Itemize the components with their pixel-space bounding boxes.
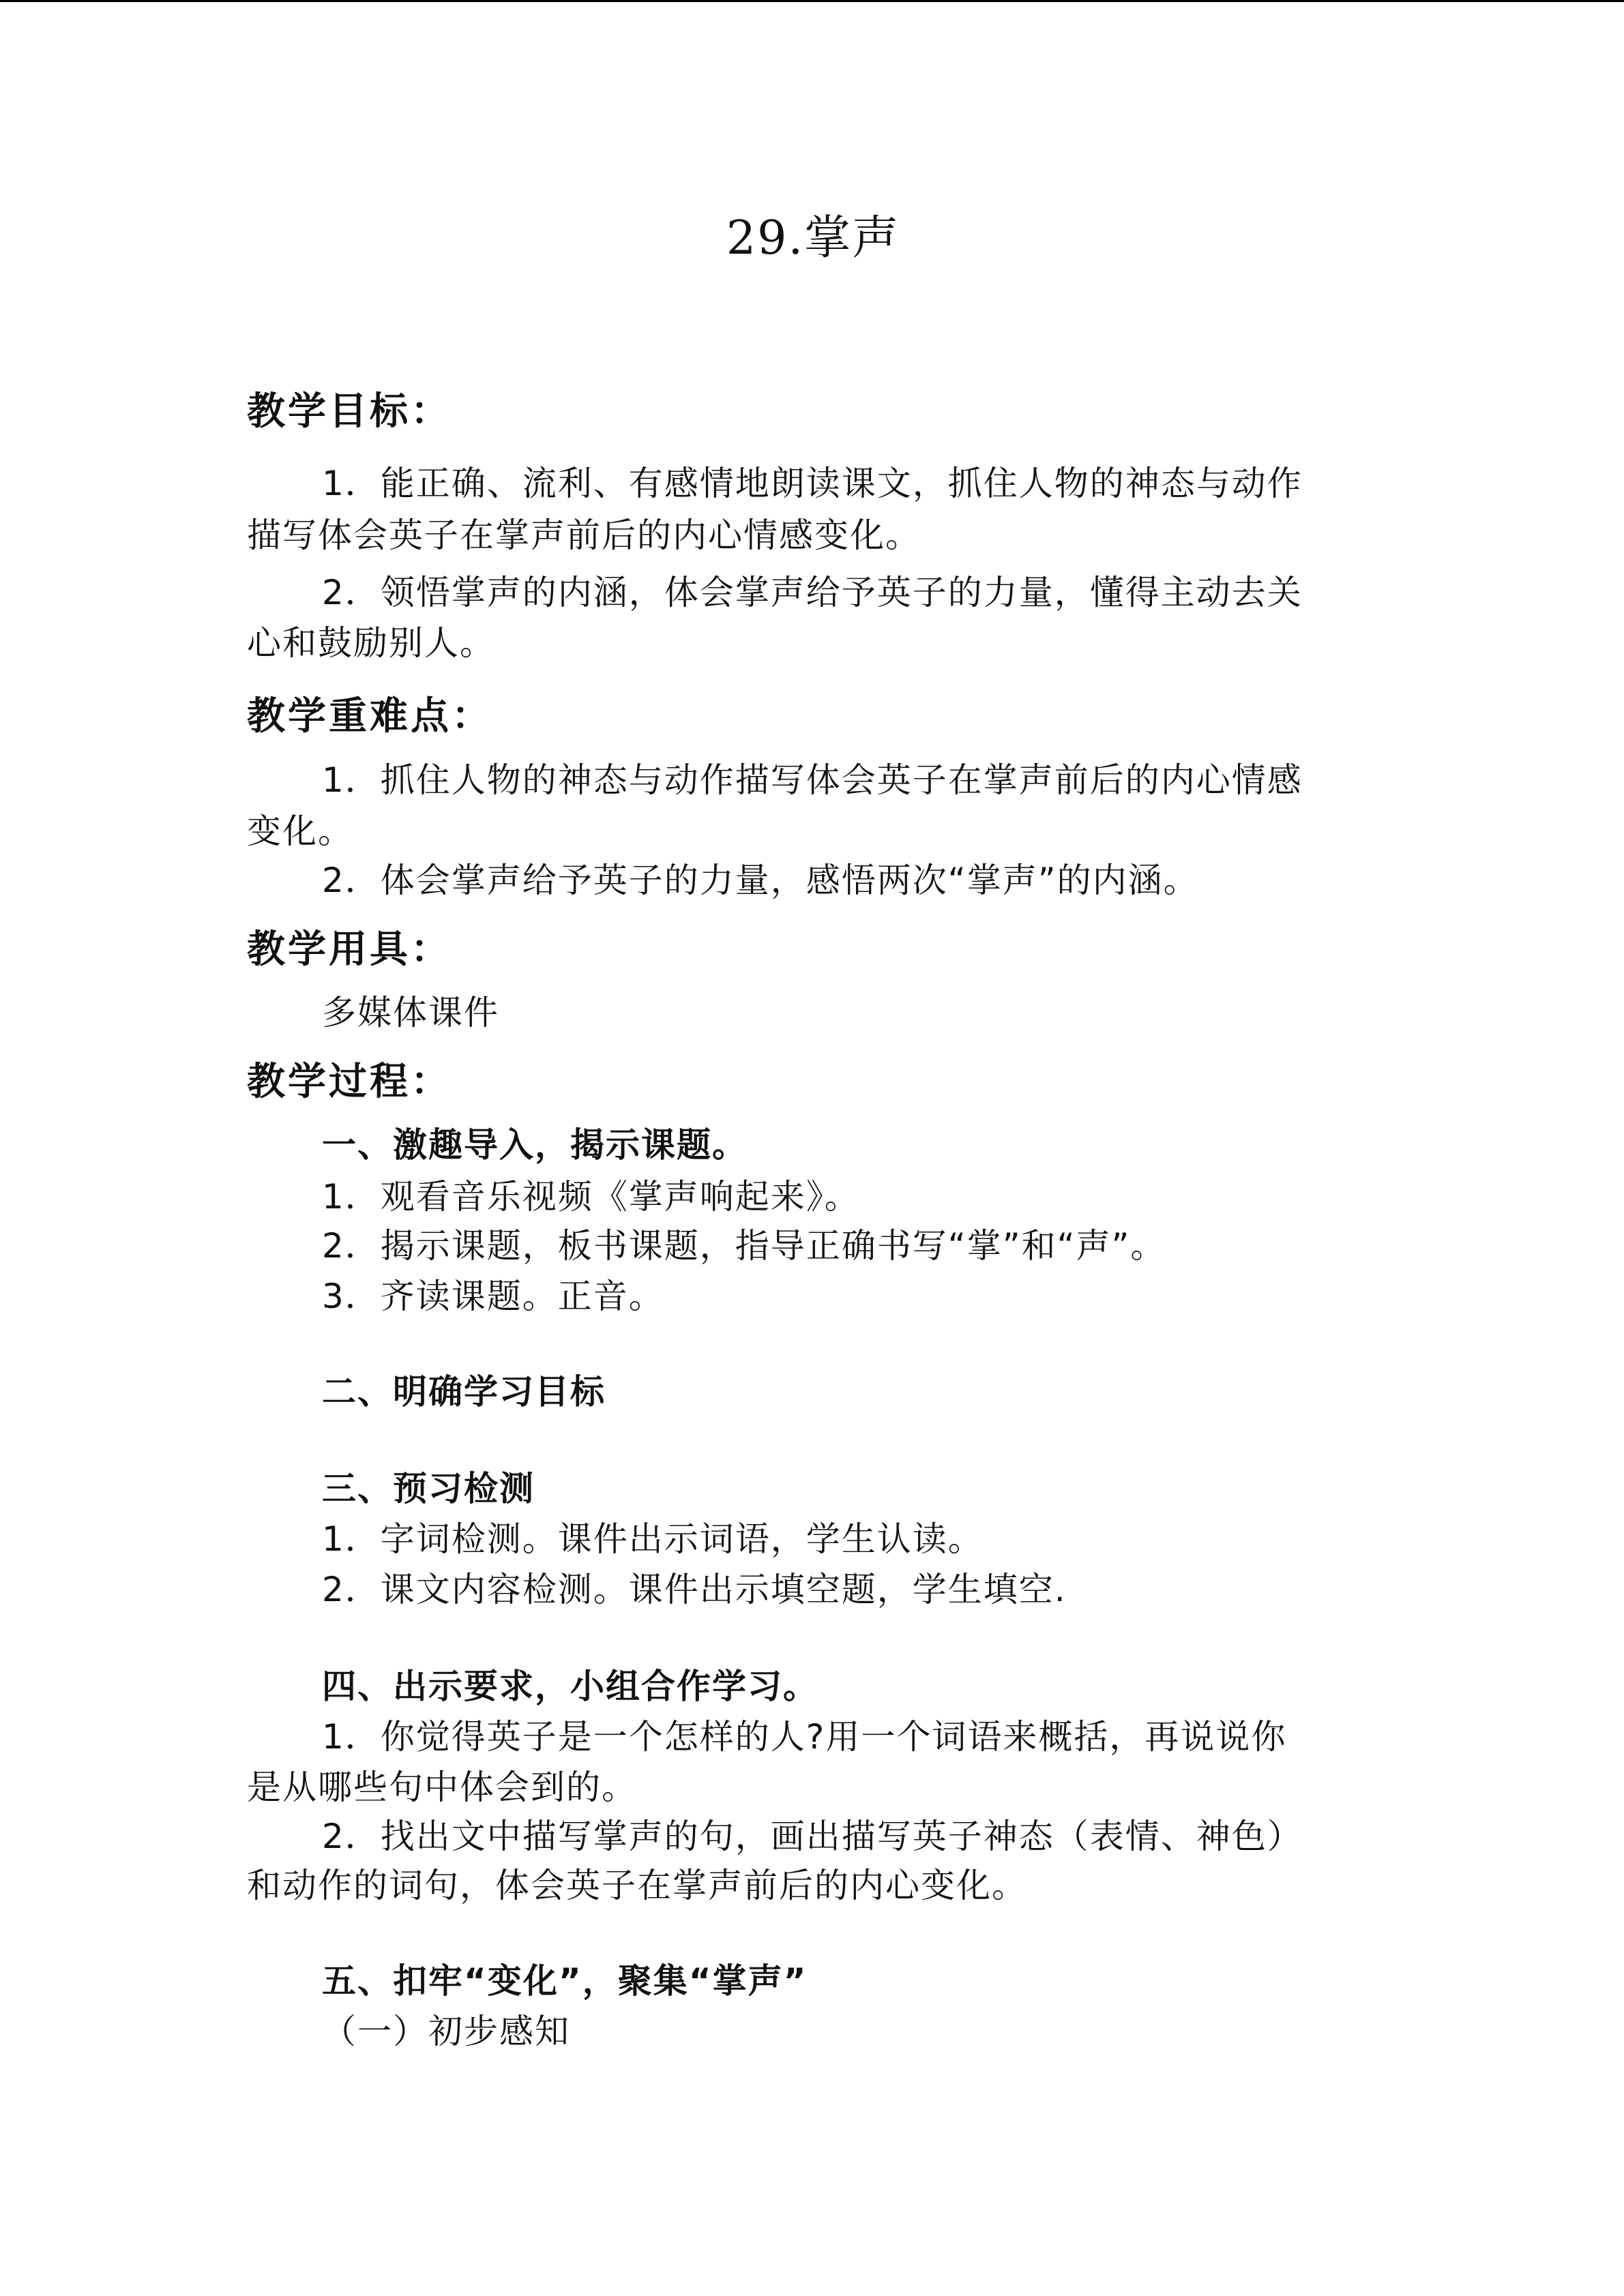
part3-item-1: 1．字词检测。课件出示词语，学生认读。 xyxy=(322,1519,984,1559)
part4-title: 四、出示要求，小组合作学习。 xyxy=(322,1667,818,1706)
part1-item-1: 1．观看音乐视频《掌声响起来》。 xyxy=(322,1177,860,1217)
key-point-1-line1: 1．抓住人物的神态与动作描写体会英子在掌声前后的内心情感 xyxy=(322,760,1303,800)
document-title: 29.掌声 xyxy=(726,211,900,265)
part1-item-2: 2．揭示课题，板书课题，指导正确书写“掌”和“声”。 xyxy=(322,1226,1166,1266)
part5-sub: （一）初步感知 xyxy=(322,2012,570,2051)
part4-item-1-line2: 是从哪些句中体会到的。 xyxy=(247,1768,637,1807)
objective-2-line1: 2．领悟掌声的内涵，体会掌声给予英子的力量，懂得主动去关 xyxy=(322,573,1303,612)
part1-title: 一、激趣导入，揭示课题。 xyxy=(322,1125,748,1165)
part4-item-2-line2: 和动作的词句，体会英子在掌声前后的内心变化。 xyxy=(247,1866,1027,1905)
page-top-border xyxy=(0,0,1624,2)
tools-heading: 教学用具： xyxy=(247,927,452,972)
process-heading: 教学过程： xyxy=(247,1059,452,1104)
tools-text: 多媒体课件 xyxy=(322,993,499,1032)
part3-item-2: 2．课文内容检测。课件出示填空题，学生填空. xyxy=(322,1570,1067,1609)
part5-title: 五、扣牢“变化”，聚集“掌声” xyxy=(322,1961,808,2001)
part1-item-3: 3．齐读课题。正音。 xyxy=(322,1277,664,1316)
part3-title: 三、预习检测 xyxy=(322,1469,535,1508)
part4-item-2-line1: 2．找出文中描写掌声的句，画出描写英子神态（表情、神色） xyxy=(322,1817,1303,1856)
objective-1-line1: 1．能正确、流利、有感情地朗读课文，抓住人物的神态与动作 xyxy=(322,464,1303,503)
key-point-2: 2．体会掌声给予英子的力量，感悟两次“掌声”的内涵。 xyxy=(322,861,1199,900)
key-points-heading: 教学重难点： xyxy=(247,694,492,739)
key-point-1-line2: 变化。 xyxy=(247,811,353,851)
objective-2-line2: 心和鼓励别人。 xyxy=(247,623,495,663)
part4-item-1-line1: 1．你觉得英子是一个怎样的人?用一个词语来概括，再说说你 xyxy=(322,1717,1287,1757)
objectives-heading: 教学目标： xyxy=(247,389,452,434)
part2-title: 二、明确学习目标 xyxy=(322,1372,606,1412)
objective-1-line2: 描写体会英子在掌声前后的内心情感变化。 xyxy=(247,516,921,555)
